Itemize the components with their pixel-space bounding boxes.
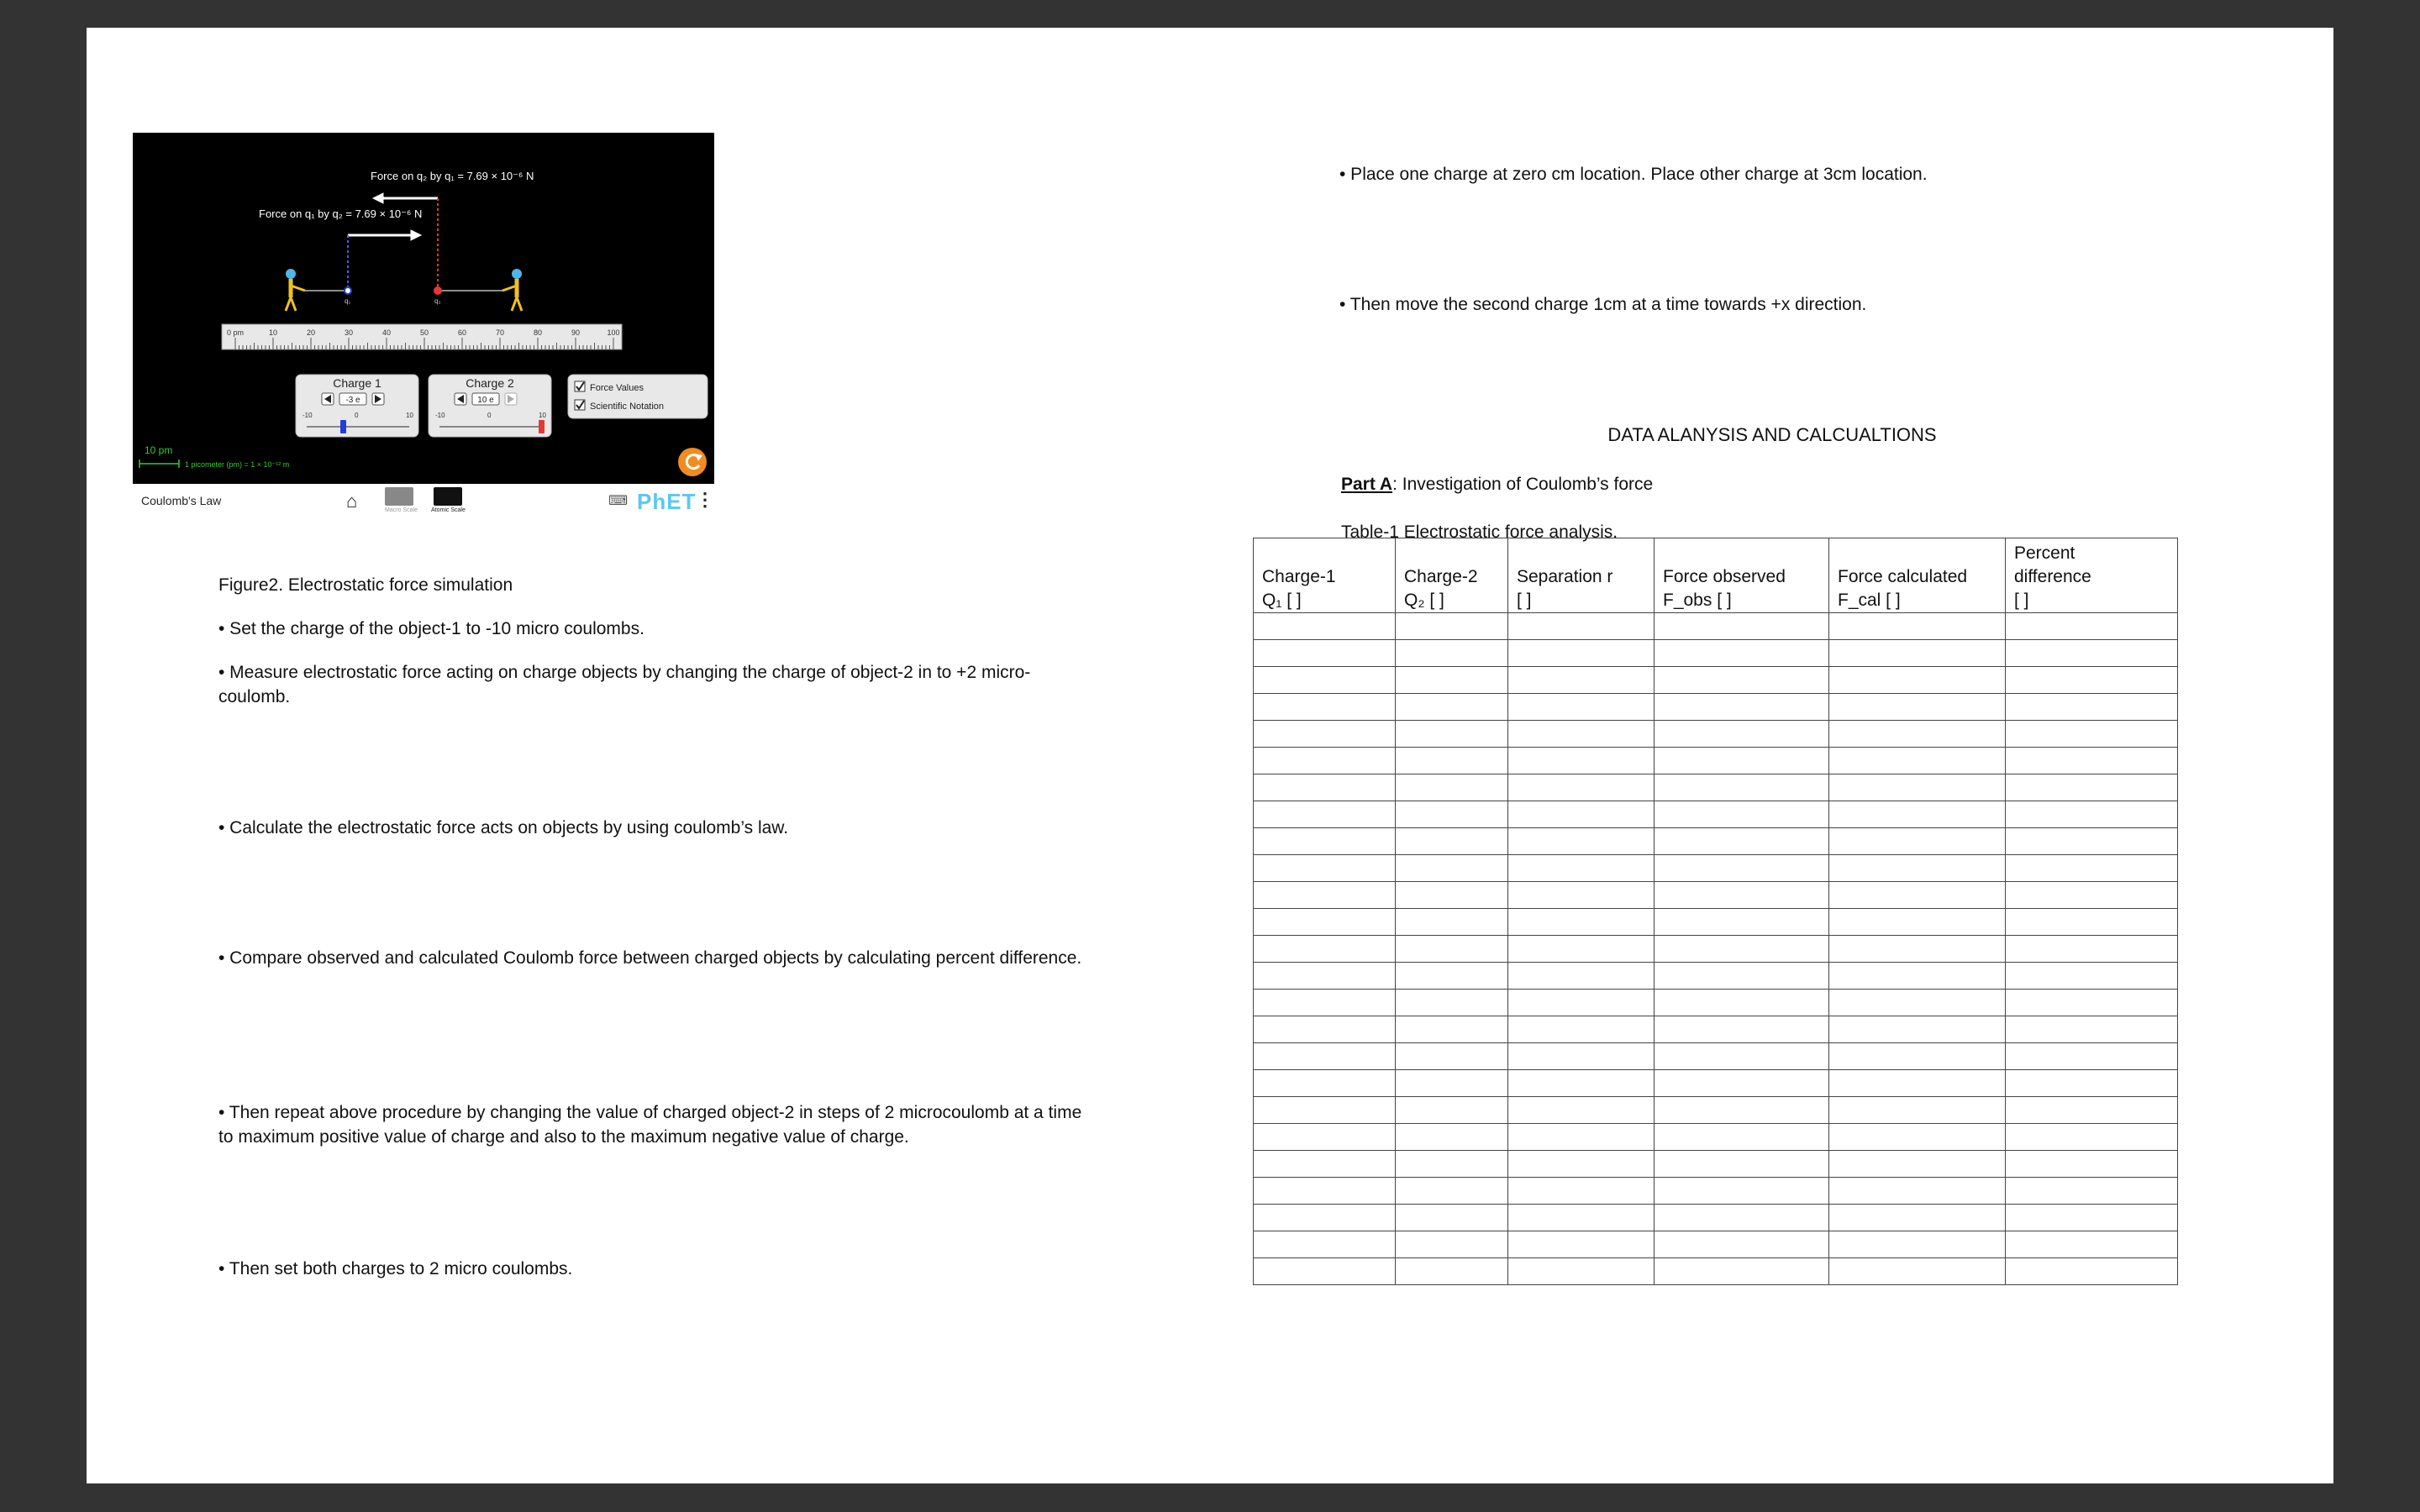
table-row [1254, 801, 2178, 828]
table-row [1254, 963, 2178, 990]
force-label-q1: Force on q₁ by q₂ = 7.69 × 10⁻⁶ N [259, 207, 423, 220]
instruction-bullet: • Then set both charges to 2 micro coulombs. [218, 1259, 573, 1278]
table-cell[interactable] [1829, 855, 2006, 882]
svg-text:0: 0 [487, 412, 492, 419]
reset-button[interactable] [678, 448, 707, 476]
table-cell[interactable] [1254, 1178, 1396, 1205]
force-label-q2: Force on q₂ by q₁ = 7.69 × 10⁻⁶ N [371, 170, 534, 182]
table-cell[interactable] [1655, 855, 1829, 882]
table-cell[interactable] [1396, 990, 1508, 1016]
table-cell[interactable] [2006, 721, 2178, 748]
table-cell[interactable] [1829, 694, 2006, 721]
table-cell[interactable] [1655, 748, 1829, 774]
table-cell[interactable] [1396, 1070, 1508, 1097]
table-cell[interactable] [1655, 640, 1829, 667]
table-cell[interactable] [1254, 748, 1396, 774]
table-cell[interactable] [1508, 855, 1655, 882]
svg-text:-10: -10 [302, 412, 313, 419]
table-cell[interactable] [2006, 1070, 2178, 1097]
table-cell[interactable] [1655, 774, 1829, 801]
ruler-tick-label: 30 [344, 328, 354, 337]
table-cell[interactable] [1655, 801, 1829, 828]
table-cell[interactable] [1396, 774, 1508, 801]
table-cell[interactable] [1655, 721, 1829, 748]
table-cell[interactable] [2006, 1124, 2178, 1151]
table-cell[interactable] [1829, 748, 2006, 774]
table-cell[interactable] [1655, 1043, 1829, 1070]
instruction-bullet: • Set the charge of the object-1 to -10 micro coulombs. [218, 619, 644, 638]
table-row [1254, 667, 2178, 694]
table-cell[interactable] [1254, 909, 1396, 936]
table-cell[interactable] [1508, 1151, 1655, 1178]
table-cell[interactable] [1508, 1016, 1655, 1043]
part-label: Part A [1341, 475, 1393, 494]
figure-caption: Figure2. Electrostatic force simulation [218, 575, 513, 595]
instruction-bullet: • Compare observed and calculated Coulomb force between charged objects by calculating percent difference. [218, 948, 1082, 968]
phet-logo[interactable]: PhET [637, 489, 697, 514]
table-cell[interactable] [1829, 1178, 2006, 1205]
table-cell[interactable] [1396, 909, 1508, 936]
table-cell[interactable] [1396, 1124, 1508, 1151]
table-cell[interactable] [1254, 1258, 1396, 1285]
puller-right-figure [441, 269, 522, 311]
table-row [1254, 1151, 2178, 1178]
table-row [1254, 1258, 2178, 1285]
table-cell[interactable] [2006, 748, 2178, 774]
ruler-tick-label: 0 pm [226, 328, 245, 337]
scale-label: 10 pm [145, 444, 173, 456]
table-cell[interactable] [2006, 990, 2178, 1016]
table-cell[interactable] [2006, 1231, 2178, 1258]
table-cell[interactable] [1254, 828, 1396, 855]
table-cell[interactable] [1254, 667, 1396, 694]
coulombs-law-simulation[interactable] [133, 133, 714, 484]
table-row [1254, 613, 2178, 640]
table-cell[interactable] [1829, 963, 2006, 990]
table-cell[interactable] [1508, 828, 1655, 855]
header-separation: Separation r [ ] [1508, 538, 1655, 613]
table-cell[interactable] [1829, 828, 2006, 855]
table-cell[interactable] [2006, 613, 2178, 640]
table-cell[interactable] [2006, 774, 2178, 801]
table-cell[interactable] [1508, 640, 1655, 667]
table-cell[interactable] [1655, 1124, 1829, 1151]
table-cell[interactable] [1254, 1070, 1396, 1097]
part-heading [1341, 472, 2207, 496]
sim-navigation-bar [133, 484, 714, 516]
charge-q2 [434, 287, 441, 294]
part-description: : Investigation of Coulomb’s force [1392, 475, 1654, 494]
instruction-bullet: • Calculate the electrostatic force acts on objects by using coulomb’s law. [218, 818, 789, 837]
table-cell[interactable] [1254, 1097, 1396, 1124]
table-cell[interactable] [1254, 990, 1396, 1016]
table-cell[interactable] [1508, 1178, 1655, 1205]
table-cell[interactable] [1508, 936, 1655, 963]
table-row [1254, 1097, 2178, 1124]
table-cell[interactable] [1655, 1258, 1829, 1285]
table-cell[interactable] [2006, 640, 2178, 667]
table-cell[interactable] [1508, 748, 1655, 774]
force-arrow-q1 [348, 230, 421, 240]
table-cell[interactable] [2006, 694, 2178, 721]
table-cell[interactable] [1254, 1205, 1396, 1231]
instruction-bullet: • Then repeat above procedure by changing the value of charged object-2 in steps of 2 microcoulomb at a time to maximum positive value of charge and also to the maximum negative value of charge. [218, 1103, 1082, 1147]
table-cell[interactable] [1396, 1043, 1508, 1070]
table-cell[interactable] [1829, 909, 2006, 936]
table-cell[interactable] [1829, 1124, 2006, 1151]
table-cell[interactable] [1254, 694, 1396, 721]
table-cell[interactable] [1829, 1258, 2006, 1285]
keyboard-icon[interactable]: ⌨ [608, 494, 629, 508]
table-cell[interactable] [1396, 828, 1508, 855]
table-cell[interactable] [1829, 1097, 2006, 1124]
svg-text:10: 10 [406, 412, 413, 419]
table-cell[interactable] [1655, 882, 1829, 909]
table-row [1254, 1178, 2178, 1205]
table-row [1254, 1205, 2178, 1231]
table-cell[interactable] [1254, 640, 1396, 667]
table-cell[interactable] [1396, 801, 1508, 828]
table-cell[interactable] [1396, 748, 1508, 774]
table-cell[interactable] [1829, 721, 2006, 748]
table-cell[interactable] [1396, 613, 1508, 640]
table-cell[interactable] [1254, 801, 1396, 828]
menu-dots-icon[interactable]: ⋮ [696, 489, 714, 510]
table-cell[interactable] [1254, 1124, 1396, 1151]
table-cell[interactable] [1254, 1043, 1396, 1070]
header-force-calculated: Force calculated F_cal [ ] [1829, 538, 2006, 613]
svg-text:10: 10 [539, 412, 546, 419]
table-cell[interactable] [1396, 1205, 1508, 1231]
instruction-bullet: • Then move the second charge 1cm at a time towards +x direction. [1339, 295, 1867, 314]
table-cell[interactable] [1655, 1205, 1829, 1231]
header-percent-difference: Percent difference [ ] [2006, 538, 2178, 613]
sim-title: Coulomb's Law [141, 494, 222, 507]
table-cell[interactable] [1254, 774, 1396, 801]
table-cell[interactable] [2006, 828, 2178, 855]
table-cell[interactable] [1829, 1043, 2006, 1070]
table-cell[interactable] [1655, 694, 1829, 721]
table-cell[interactable] [1508, 1043, 1655, 1070]
table-cell[interactable] [1829, 936, 2006, 963]
table-row [1254, 936, 2178, 963]
table-cell[interactable] [2006, 1016, 2178, 1043]
table-cell[interactable] [1254, 1231, 1396, 1258]
ruler-tick-label: 50 [419, 328, 429, 337]
table-cell[interactable] [1254, 1016, 1396, 1043]
svg-text:Force Values: Force Values [590, 383, 644, 393]
table-row [1254, 909, 2178, 936]
table-cell[interactable] [1508, 721, 1655, 748]
instruction-bullet: • Measure electrostatic force acting on charge objects by changing the charge of object-2 in to +2 micro-coulomb. [218, 663, 1031, 706]
table-cell[interactable] [1829, 801, 2006, 828]
table-row [1254, 990, 2178, 1016]
charge2-panel[interactable] [429, 375, 551, 437]
display-options-panel[interactable] [568, 375, 708, 418]
table-row [1254, 640, 2178, 667]
table-cell[interactable] [2006, 936, 2178, 963]
table-row [1254, 882, 2178, 909]
table-row [1254, 1231, 2178, 1258]
ruler-tick-label: 70 [495, 328, 505, 337]
svg-text:q₁: q₁ [345, 297, 351, 305]
table-cell[interactable] [1508, 1205, 1655, 1231]
home-icon[interactable]: ⌂ [346, 491, 358, 512]
puller-left-figure [286, 269, 345, 311]
force-arrow-q2 [373, 193, 438, 203]
charge2-slider-thumb [539, 420, 544, 433]
table-row [1254, 855, 2178, 882]
table-cell[interactable] [1396, 963, 1508, 990]
table-cell[interactable] [2006, 963, 2178, 990]
table-cell[interactable] [2006, 1151, 2178, 1178]
table-cell[interactable] [1655, 828, 1829, 855]
table-cell[interactable] [2006, 1178, 2178, 1205]
table-cell[interactable] [1655, 963, 1829, 990]
table-cell[interactable] [1396, 936, 1508, 963]
table-cell[interactable] [1655, 613, 1829, 640]
table-cell[interactable] [1396, 1231, 1508, 1258]
table-cell[interactable] [1655, 909, 1829, 936]
table-cell[interactable] [1508, 882, 1655, 909]
table-cell[interactable] [1254, 721, 1396, 748]
table-cell[interactable] [2006, 667, 2178, 694]
ruler-tick-label: 60 [457, 328, 467, 337]
scale-note: 1 picometer (pm) = 1 × 10⁻¹² m [185, 460, 290, 469]
table-cell[interactable] [1829, 774, 2006, 801]
atomic-scale-screen-button[interactable]: Atomic Scale [434, 487, 462, 506]
table-cell[interactable] [2006, 909, 2178, 936]
electrostatic-force-table [1253, 538, 2178, 1285]
svg-text:Charge 1: Charge 1 [333, 376, 381, 390]
table-cell[interactable] [1396, 640, 1508, 667]
table-row [1254, 828, 2178, 855]
table-header-row [1254, 538, 2178, 613]
table-row [1254, 774, 2178, 801]
table-row [1254, 1124, 2178, 1151]
table-cell[interactable] [2006, 1043, 2178, 1070]
table-cell[interactable] [1829, 1231, 2006, 1258]
table-cell[interactable] [1396, 1178, 1508, 1205]
charge1-panel[interactable] [296, 375, 418, 437]
table-cell[interactable] [1655, 1231, 1829, 1258]
table-cell[interactable] [1508, 909, 1655, 936]
table-cell[interactable] [2006, 855, 2178, 882]
svg-text:-3 e: -3 e [345, 396, 360, 405]
table-cell[interactable] [1396, 1097, 1508, 1124]
table-cell[interactable] [1396, 1016, 1508, 1043]
header-charge-2: Charge-2 Q₂ [ ] [1396, 538, 1508, 613]
table-cell[interactable] [1254, 963, 1396, 990]
ruler-tick-label: 100 [607, 328, 620, 337]
table-cell[interactable] [1508, 1124, 1655, 1151]
table-row [1254, 748, 2178, 774]
table-cell[interactable] [2006, 1097, 2178, 1124]
table-cell[interactable] [1254, 1151, 1396, 1178]
table-caption: Table-1 Electrostatic force analysis. [1341, 522, 1618, 542]
table-cell[interactable] [1396, 882, 1508, 909]
table-cell[interactable] [1396, 667, 1508, 694]
table-cell[interactable] [1829, 882, 2006, 909]
table-row [1254, 721, 2178, 748]
table-cell[interactable] [1254, 613, 1396, 640]
table-cell[interactable] [1508, 801, 1655, 828]
table-cell[interactable] [2006, 1205, 2178, 1231]
table-cell[interactable] [1508, 667, 1655, 694]
table-cell[interactable] [1829, 1016, 2006, 1043]
table-cell[interactable] [1829, 1151, 2006, 1178]
table-cell[interactable] [1508, 1070, 1655, 1097]
header-charge-1: Charge-1 Q₁ [ ] [1254, 538, 1396, 613]
svg-text:0: 0 [355, 412, 359, 419]
table-row [1254, 694, 2178, 721]
table-row [1254, 1070, 2178, 1097]
table-cell[interactable] [1396, 855, 1508, 882]
table-cell[interactable] [1655, 667, 1829, 694]
table-cell[interactable] [1508, 1097, 1655, 1124]
table-cell[interactable] [1655, 990, 1829, 1016]
svg-text:10 e: 10 e [477, 396, 494, 405]
ruler-tick-label: 20 [306, 328, 316, 337]
table-cell[interactable] [1655, 1151, 1829, 1178]
section-title: DATA ALANYSIS AND CALCUALTIONS [1607, 424, 1937, 445]
table-cell[interactable] [1396, 721, 1508, 748]
table-cell[interactable] [1508, 963, 1655, 990]
svg-text:-10: -10 [435, 412, 445, 419]
table-cell[interactable] [1254, 936, 1396, 963]
table-cell[interactable] [1829, 640, 2006, 667]
table-row [1254, 1043, 2178, 1070]
table-cell[interactable] [1254, 855, 1396, 882]
table-cell[interactable] [1396, 1258, 1508, 1285]
table-cell[interactable] [1655, 1070, 1829, 1097]
table-cell[interactable] [1829, 613, 2006, 640]
header-force-observed: Force observed F_obs [ ] [1655, 538, 1829, 613]
table-cell[interactable] [1508, 1258, 1655, 1285]
table-cell[interactable] [2006, 801, 2178, 828]
table-row [1254, 1016, 2178, 1043]
ruler-tick-label: 10 [268, 328, 278, 337]
table-cell[interactable] [1829, 1070, 2006, 1097]
ruler-tick-label: 90 [571, 328, 581, 337]
svg-text:Charge 2: Charge 2 [466, 376, 514, 390]
table-cell[interactable] [1508, 774, 1655, 801]
table-cell[interactable] [1254, 882, 1396, 909]
table-cell[interactable] [1829, 667, 2006, 694]
table-cell[interactable] [1508, 1231, 1655, 1258]
macro-scale-screen-button[interactable]: Macro Scale [385, 487, 413, 506]
table-cell[interactable] [1396, 1151, 1508, 1178]
svg-text:Scientific Notation: Scientific Notation [590, 402, 665, 412]
table-cell[interactable] [1829, 1205, 2006, 1231]
table-cell[interactable] [1508, 613, 1655, 640]
table-cell[interactable] [1655, 936, 1829, 963]
scale-bar [139, 459, 179, 468]
ruler-tick-label: 80 [533, 328, 543, 337]
table-cell[interactable] [1829, 990, 2006, 1016]
table-cell[interactable] [1655, 1016, 1829, 1043]
table-cell[interactable] [2006, 1258, 2178, 1285]
table-cell[interactable] [1655, 1178, 1829, 1205]
instruction-bullet: • Place one charge at zero cm location. Place other charge at 3cm location. [1339, 165, 1928, 184]
svg-text:q₂: q₂ [434, 297, 441, 305]
table-cell[interactable] [1655, 1097, 1829, 1124]
charge1-slider-thumb [340, 420, 346, 433]
charge-q1 [345, 287, 351, 294]
ruler[interactable] [222, 324, 622, 349]
ruler-tick-label: 40 [381, 328, 392, 337]
table-cell[interactable] [1508, 990, 1655, 1016]
table-cell[interactable] [1508, 694, 1655, 721]
table-cell[interactable] [2006, 882, 2178, 909]
table-cell[interactable] [1396, 694, 1508, 721]
